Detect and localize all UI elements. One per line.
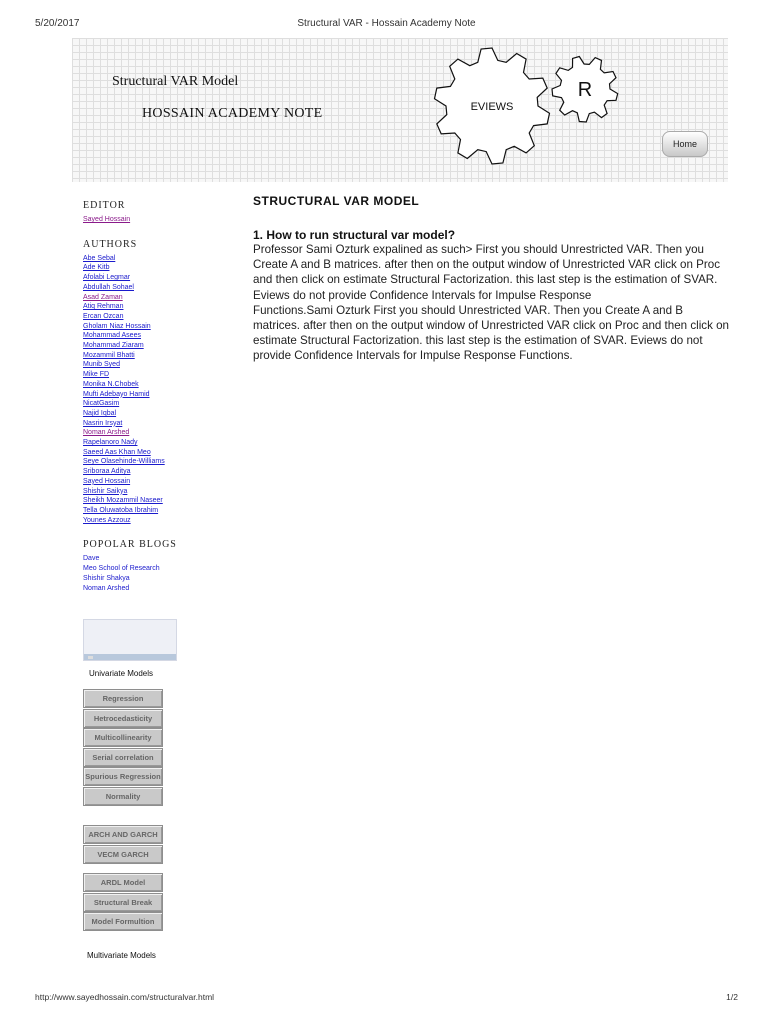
- blog-link[interactable]: Noman Arshed: [83, 584, 130, 592]
- eviews-gear-icon: [435, 48, 550, 164]
- question-heading: 1. How to run structural var model?: [253, 228, 456, 242]
- answer-paragraph-1: Professor Sami Ozturk expalined as such> First you should Unrestricted VAR. Then you Create A and B matrices. after then on the output window of Unrestricted VAR click on Proc and then click on estimate Structural Factorization. this last step is the estimation of SVAR. Eviews do not provide Confidence Intervals for Impulse Response: [253, 243, 720, 302]
- sidebar: [83, 200, 183, 593]
- site-title: Structural VAR Model: [112, 74, 239, 89]
- footer-page-number: 1/2: [726, 992, 738, 1002]
- menu-button[interactable]: Regression: [83, 689, 163, 708]
- author-link[interactable]: Sriboraa Aditya: [83, 468, 131, 476]
- home-button[interactable]: Home: [662, 131, 708, 157]
- blog-link[interactable]: Dave: [83, 555, 100, 563]
- author-link[interactable]: Afolabi Legmar: [83, 274, 131, 282]
- thumbnail-indicator: [88, 656, 93, 659]
- author-link[interactable]: Abdullah Sohael: [83, 283, 134, 291]
- author-link[interactable]: Asad Zaman: [83, 293, 123, 301]
- author-link[interactable]: Seye Olasehinde-Williams: [83, 458, 165, 466]
- author-link[interactable]: Saeed Aas Khan Meo: [83, 448, 151, 456]
- editor-heading: EDITOR: [83, 200, 126, 211]
- author-link[interactable]: Ercan Ozcan: [83, 312, 124, 320]
- eviews-gear-label: EVIEWS: [470, 101, 514, 113]
- thumbnail-widget[interactable]: [83, 619, 177, 661]
- menu-button[interactable]: Structural Break: [83, 893, 163, 912]
- answer-paragraph-2: Functions.Sami Ozturk First you should Unrestricted VAR. Then you Create A and B matrices. after then on the output window of Unrestricted VAR click on Proc and then click on estimate Structural Factorization. this last step is the estimation of SVAR. Eviews do not provide Confidence Intervals for Impulse Response Functions.: [253, 303, 730, 363]
- author-link[interactable]: Munib Syed: [83, 361, 120, 369]
- main-content: [253, 194, 733, 364]
- footer-url: http://www.sayedhossain.com/structuralvar.html: [35, 992, 215, 1002]
- author-link[interactable]: Mufti Adebayo Hamid: [83, 390, 150, 398]
- menu-button[interactable]: Serial correlation: [83, 748, 163, 767]
- author-link[interactable]: Gholam Niaz Hossain: [83, 322, 151, 330]
- author-link[interactable]: Najid Iqbal: [83, 409, 117, 417]
- blogs-list: [83, 554, 183, 593]
- menu-button[interactable]: Model Formultion: [83, 912, 163, 931]
- author-link[interactable]: NicatGasim: [83, 400, 120, 408]
- authors-list: [83, 254, 183, 526]
- menu-button[interactable]: ARCH AND GARCH: [83, 825, 163, 844]
- site-subtitle: HOSSAIN ACADEMY NOTE: [142, 106, 323, 121]
- author-link[interactable]: Shishir Saikya: [83, 487, 128, 495]
- menu-button[interactable]: VECM GARCH: [83, 845, 163, 864]
- author-link[interactable]: Tella Oluwatoba Ibrahim: [83, 506, 159, 514]
- popular-blogs-heading: POPOLAR BLOGS: [83, 539, 177, 551]
- page-heading: STRUCTURAL VAR MODEL: [253, 194, 420, 208]
- blog-link[interactable]: Shishir Shakya: [83, 574, 130, 582]
- menu-button[interactable]: Hetrocedasticity: [83, 709, 163, 728]
- author-link[interactable]: Abe Sebal: [83, 254, 116, 262]
- print-page-title: Structural VAR - Hossain Academy Note: [297, 18, 476, 29]
- author-link[interactable]: Sheikh Mozammil Naseer: [83, 497, 163, 505]
- author-link[interactable]: Ade Kitb: [83, 264, 110, 272]
- author-link[interactable]: Mozammil Bhatti: [83, 351, 135, 359]
- blog-link[interactable]: Meo School of Research: [83, 565, 160, 573]
- menu-button[interactable]: Normality: [83, 787, 163, 806]
- author-link[interactable]: Atiq Rehman: [83, 303, 124, 311]
- author-link[interactable]: Mohammad Ziaram: [83, 342, 144, 350]
- site-banner: [72, 38, 728, 182]
- author-link[interactable]: Rapelanoro Nady: [83, 439, 138, 447]
- author-link[interactable]: Nasrin Irsyat: [83, 419, 123, 427]
- menu-button[interactable]: Spurious Regression: [83, 767, 163, 786]
- univariate-models-label: Univariate Models: [89, 669, 154, 678]
- menu-button[interactable]: Multicollinearity: [83, 728, 163, 747]
- r-gear-icon: [552, 57, 618, 123]
- gears-logo: [362, 44, 632, 174]
- thumbnail-bar: [84, 654, 176, 660]
- menu-button[interactable]: ARDL Model: [83, 873, 163, 892]
- author-link[interactable]: Sayed Hossain: [83, 477, 131, 485]
- print-header: [35, 18, 738, 32]
- author-link[interactable]: Noman Arshed: [83, 429, 130, 437]
- editor-link[interactable]: Sayed Hossain: [83, 216, 131, 223]
- author-link[interactable]: Younes Azzouz: [83, 516, 131, 524]
- print-date: 5/20/2017: [35, 18, 80, 29]
- author-link[interactable]: Mohammad Asees: [83, 332, 141, 340]
- authors-heading: AUTHORS: [83, 238, 138, 250]
- author-link[interactable]: Monika N.Chobek: [83, 380, 139, 388]
- r-gear-label: R: [577, 79, 593, 101]
- author-link[interactable]: Mike FD: [83, 371, 110, 379]
- multivariate-models-label: Multivariate Models: [87, 951, 156, 960]
